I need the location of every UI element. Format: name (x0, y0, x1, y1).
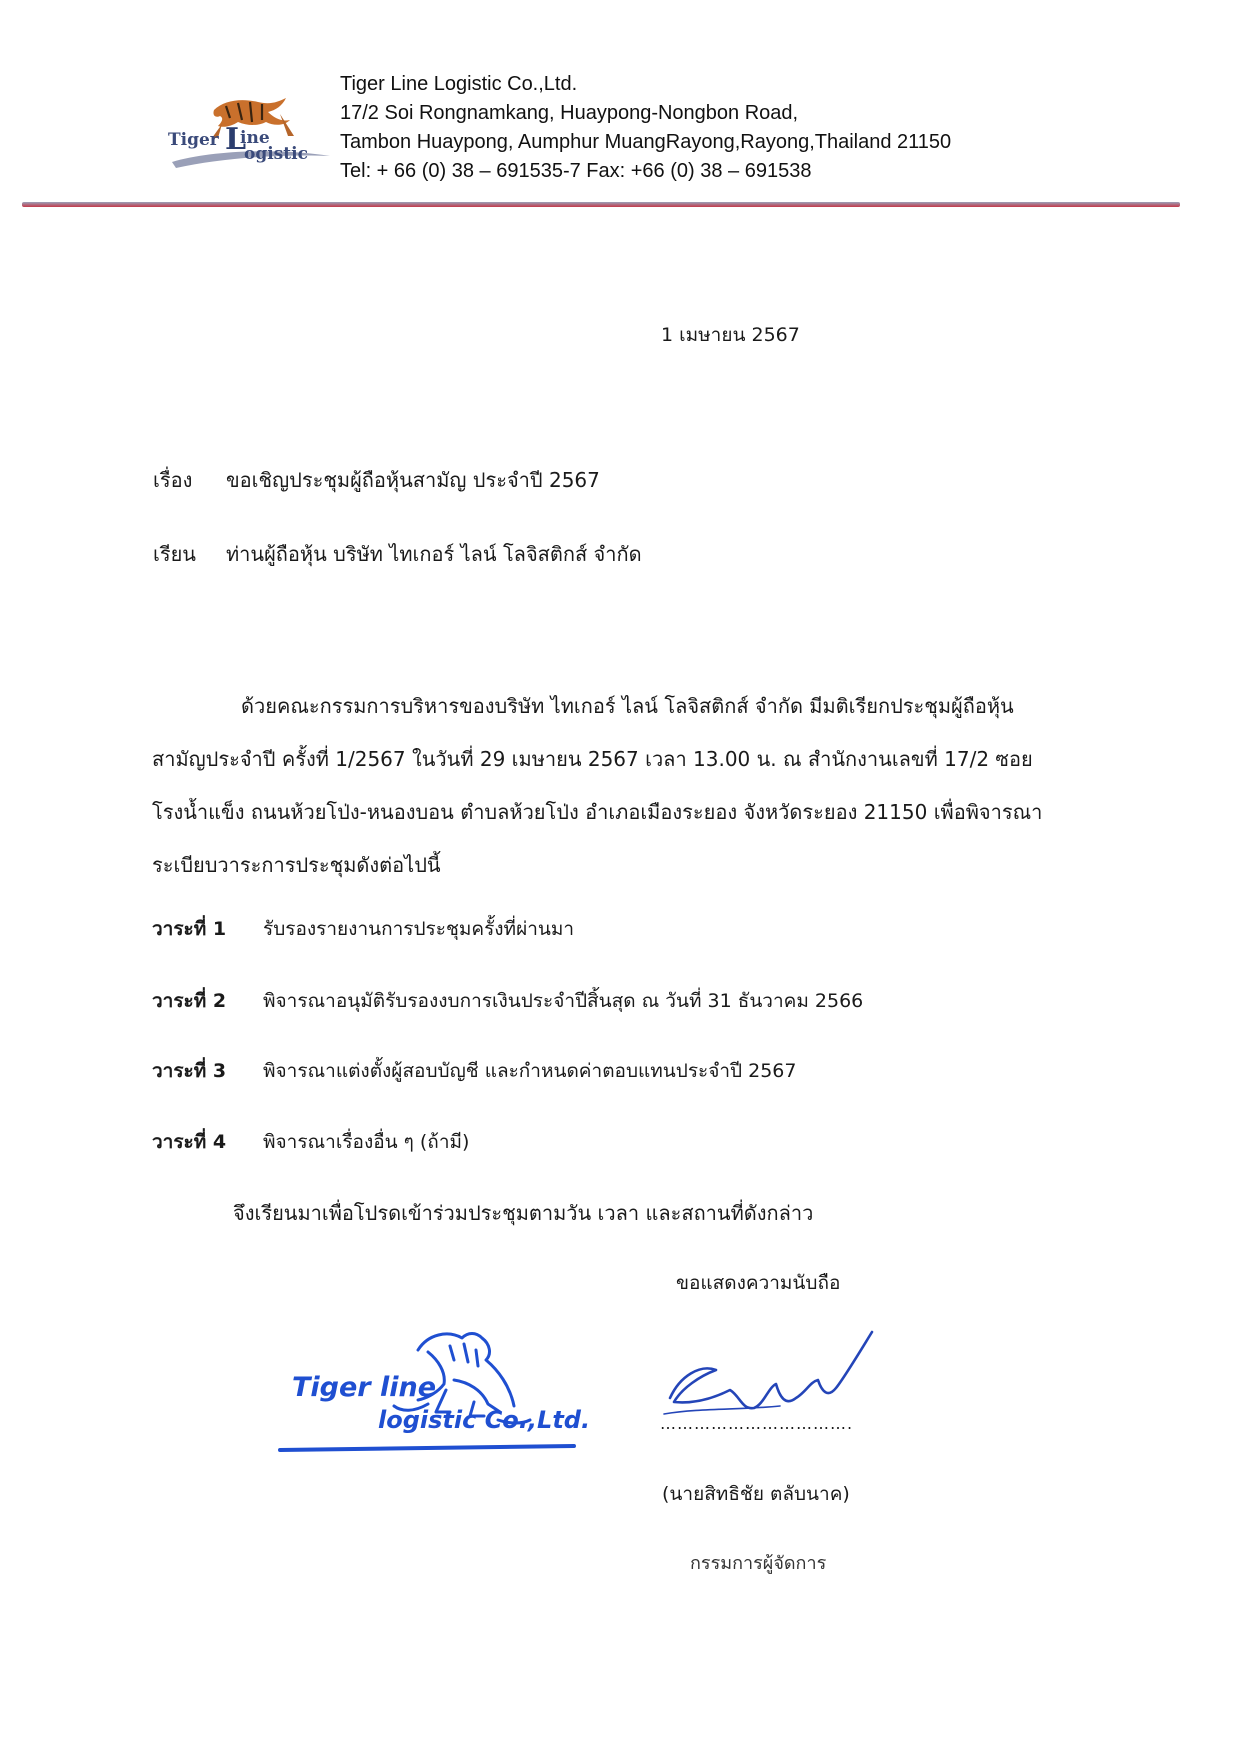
logo-letter-l: L (225, 122, 247, 157)
regards: ขอแสดงความนับถือ (676, 1272, 841, 1294)
signature-icon (660, 1318, 890, 1428)
agenda-number-1: วาระที่ 1 (152, 918, 227, 940)
logo-word-tiger: Tiger (168, 130, 219, 150)
addressee-text: ท่านผู้ถือหุ้น บริษัท ไทเกอร์ ไลน์ โลจิสติกส์ จำกัด (226, 542, 642, 566)
address-line-2: Tambon Huaypong, Aumphur MuangRayong,Rayong,Thailand 21150 (340, 131, 952, 153)
address-line-1: 17/2 Soi Rongnamkang, Huaypong-Nongbon Road, (340, 102, 799, 124)
company-name: Tiger Line Logistic Co.,Ltd. (340, 73, 578, 95)
paragraph-line: ระเบียบวาระการประชุมดังต่อไปนี้ (152, 853, 441, 877)
agenda-text-4: พิจารณาเรื่องอื่น ๆ (ถ้ามี) (263, 1131, 470, 1153)
agenda-text-1: รับรองรายงานการประชุมครั้งที่ผ่านมา (263, 918, 575, 940)
signer-position: กรรมการผู้จัดการ (690, 1553, 827, 1574)
agenda-number-3: วาระที่ 3 (152, 1060, 227, 1082)
contact-line: Tel: + 66 (0) 38 – 691535-7 Fax: +66 (0) 38 – 691538 (340, 160, 812, 182)
stamp-line-2: logistic Co.,Ltd. (378, 1406, 590, 1434)
paragraph-line: สามัญประจำปี ครั้งที่ 1/2567 ในวันที่ 29 เมษายน 2567 เวลา 13.00 น. ณ สำนักงานเลขที่ 17/2 ซอย (152, 747, 1033, 771)
logo-word-line: ine (240, 128, 270, 148)
invitation-paragraph (152, 680, 1092, 892)
subject-text: ขอเชิญประชุมผู้ถือหุ้นสามัญ ประจำปี 2567 (226, 468, 600, 492)
agenda-text-3: พิจารณาแต่งตั้งผู้สอบบัญชี และกำหนดค่าตอบแทนประจำปี 2567 (263, 1060, 797, 1082)
agenda-text-2: พิจารณาอนุมัติรับรองงบการเงินประจำปีสิ้นสุด ณ วันที่ 31 ธันวาคม 2566 (263, 990, 864, 1012)
subject-label: เรื่อง (153, 468, 193, 492)
agenda-number-4: วาระที่ 4 (152, 1131, 227, 1153)
paragraph-line: ด้วยคณะกรรมการบริหารของบริษัท ไทเกอร์ ไลน์ โลจิสติกส์ จำกัด มีมติเรียกประชุมผู้ถือหุ้น (241, 694, 1014, 718)
handwritten-signature (660, 1318, 890, 1428)
company-stamp (278, 1320, 590, 1460)
closing-sentence: จึงเรียนมาเพื่อโปรดเข้าร่วมประชุมตามวัน เวลา และสถานที่ดังกล่าว (233, 1201, 814, 1225)
signature-line: ……………………………. (660, 1414, 854, 1433)
signer-name: (นายสิทธิชัย ตลับนาค) (662, 1483, 850, 1505)
letterhead-divider (22, 202, 1180, 207)
letter-date: 1 เมษายน 2567 (661, 324, 800, 346)
stamp-tiger-icon (278, 1320, 590, 1460)
paragraph-line: โรงน้ำแข็ง ถนนห้วยโป่ง-หนองบอน ตำบลห้วยโป่ง อำเภอเมืองระยอง จังหวัดระยอง 21150 เพื่อพิจารณา (152, 800, 1043, 824)
letterhead-address-block (340, 70, 951, 186)
company-logo (162, 92, 332, 174)
stamp-line-1: Tiger line (292, 1372, 437, 1403)
logo-word-logistic: ogistic (244, 144, 308, 164)
addressee-label: เรียน (153, 542, 196, 566)
agenda-number-2: วาระที่ 2 (152, 990, 227, 1012)
